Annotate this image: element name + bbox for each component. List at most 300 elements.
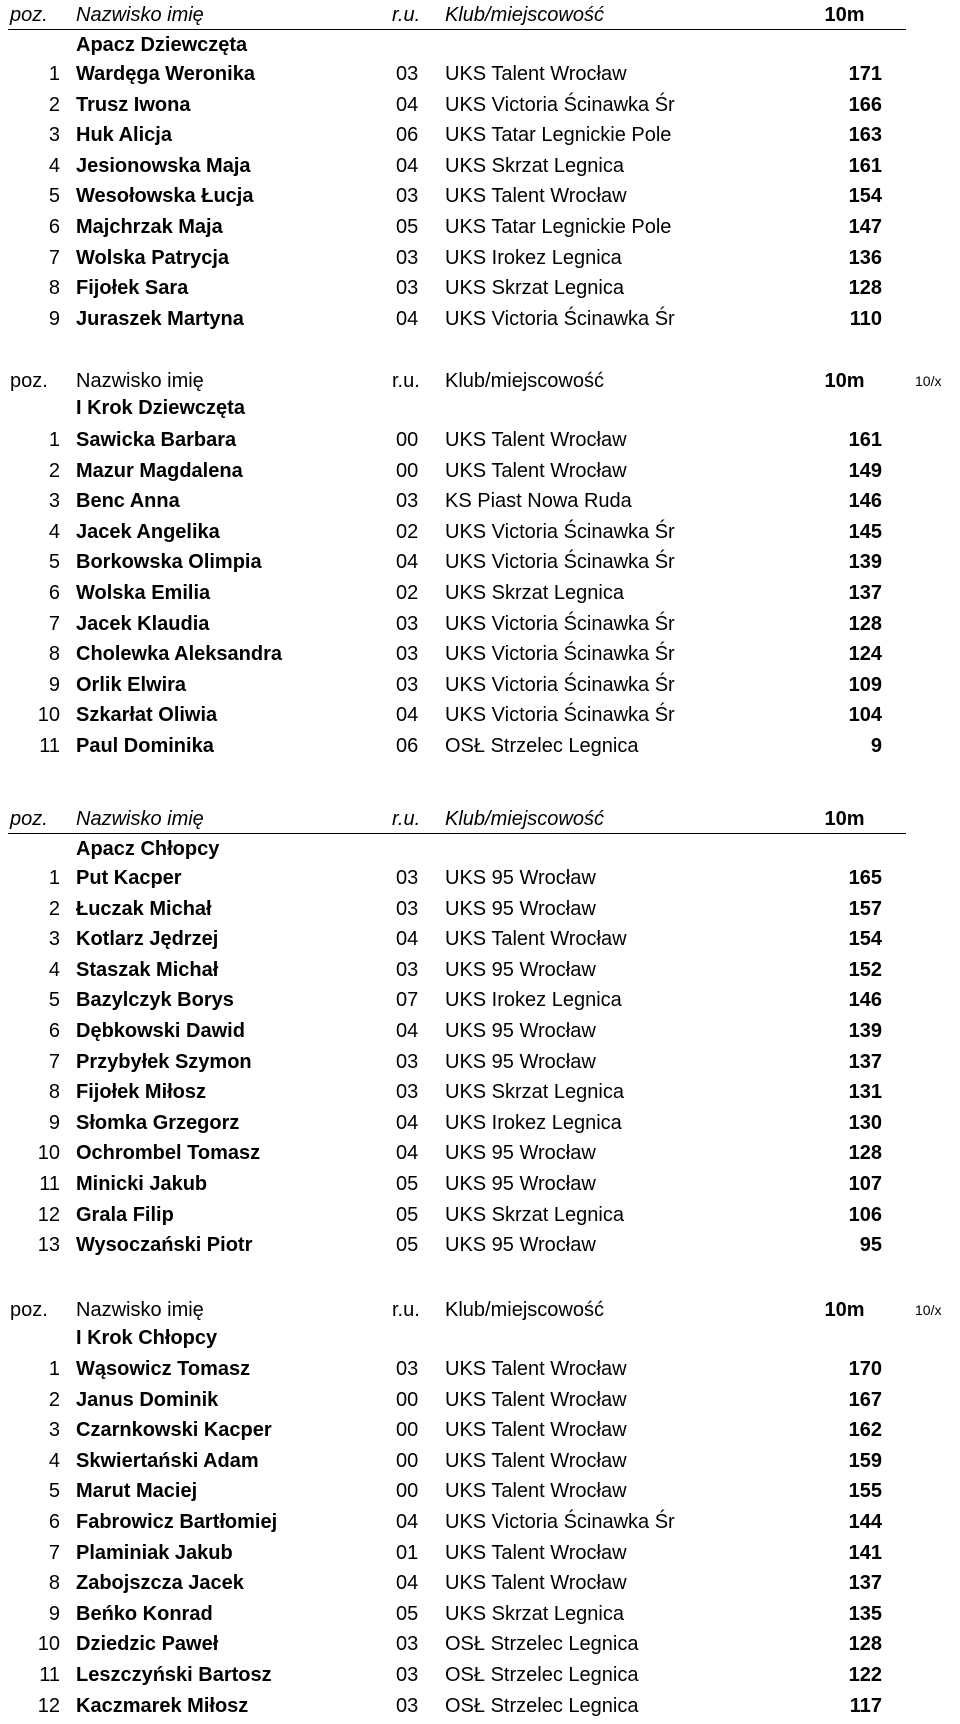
table-row [0,670,960,700]
row-name: Kaczmarek Miłosz [76,1694,249,1717]
header-name: Nazwisko imię [76,4,204,26]
row-club: UKS Skrzat Legnica [445,582,624,604]
row-score: 159 [848,1449,882,1472]
row-club: UKS Irokez Legnica [445,1111,622,1134]
row-score: 124 [848,643,882,666]
row-position: 11 [39,1173,60,1195]
row-score: 162 [848,1419,882,1442]
row-club: UKS Irokez Legnica [445,989,622,1012]
row-club: OSŁ Strzelec Legnica [445,735,639,757]
row-birth-year: 04 [396,1511,419,1533]
table-row [0,894,960,924]
row-name: Wesołowska Łucja [76,185,254,208]
row-name: Benc Anna [76,490,180,513]
table-row [0,1016,960,1046]
row-club: UKS Skrzat Legnica [445,277,624,300]
table-row [0,90,960,120]
row-score: 139 [848,551,882,574]
row-club: UKS 95 Wrocław [445,1142,596,1165]
row-birth-year: 03 [396,958,419,981]
table-row [0,547,960,577]
row-club: UKS Irokez Legnica [445,246,622,269]
row-club: UKS Victoria Ścinawka Śr [445,93,675,116]
row-name: Mazur Magdalena [76,459,243,482]
row-club: OSŁ Strzelec Legnica [445,1633,639,1656]
row-position: 11 [39,1664,60,1686]
row-score: 149 [848,459,882,482]
row-score: 165 [848,867,882,889]
header-birth-year: r.u. [392,4,421,26]
row-name: Dębkowski Dawid [76,1020,245,1042]
row-birth-year: 04 [396,551,419,574]
row-score: 145 [848,520,882,543]
row-score: 128 [848,1633,882,1656]
table-row [0,1568,960,1598]
row-birth-year: 03 [396,1633,419,1656]
row-name: Grala Filip [76,1203,174,1226]
row-score: 146 [848,989,882,1012]
row-position: 5 [48,989,60,1012]
header-tens-count: 10/x [915,373,942,389]
table-row [0,1507,960,1537]
row-position: 3 [48,928,60,951]
row-club: UKS Tatar Legnickie Pole [445,216,672,238]
row-name: Jesionowska Maja [76,154,251,177]
row-score: 154 [848,928,882,951]
table-row [0,59,960,89]
row-score: 157 [848,897,882,920]
row-birth-year: 05 [396,1203,419,1226]
table-row [0,120,960,150]
row-birth-year: 04 [396,1020,419,1042]
category-title: I Krok Chłopcy [76,1327,218,1349]
row-position: 2 [48,1388,60,1411]
row-score: 170 [848,1358,882,1380]
table-row [0,639,960,669]
row-score: 109 [848,673,882,696]
row-club: KS Piast Nowa Ruda [445,490,632,513]
table-row [0,1077,960,1107]
row-birth-year: 03 [396,897,419,920]
row-name: Fabrowicz Bartłomiej [76,1511,278,1533]
table-row [0,1354,960,1384]
row-club: UKS Victoria Ścinawka Śr [445,673,675,696]
row-club: UKS Talent Wrocław [445,1572,627,1595]
row-club: UKS Victoria Ścinawka Śr [445,1511,675,1533]
row-position: 5 [48,185,60,208]
row-position: 9 [48,673,60,696]
table-row [0,924,960,954]
row-score: 163 [848,124,882,147]
row-score: 141 [848,1541,882,1564]
table-row [0,517,960,547]
row-score: 128 [848,1142,882,1165]
table-row [0,181,960,211]
row-birth-year: 04 [396,154,419,177]
row-name: Put Kacper [76,867,182,889]
table-row [0,1108,960,1138]
table-row [0,1476,960,1506]
row-club: UKS Skrzat Legnica [445,154,624,177]
row-score: 161 [848,154,882,177]
table-row [0,985,960,1015]
row-position: 1 [48,63,60,85]
row-birth-year: 03 [396,1664,419,1686]
row-club: OSŁ Strzelec Legnica [445,1694,639,1717]
table-row [0,1446,960,1476]
row-score: 154 [848,185,882,208]
row-name: Jacek Angelika [76,520,220,543]
row-club: UKS 95 Wrocław [445,897,596,920]
row-birth-year: 03 [396,673,419,696]
table-row [0,1691,960,1721]
row-position: 10 [37,704,60,727]
row-name: Staszak Michał [76,958,219,981]
row-name: Trusz Iwona [76,93,191,116]
row-position: 1 [48,867,60,889]
row-position: 7 [48,1541,60,1564]
category-title: Apacz Dziewczęta [76,34,248,56]
table-row [0,1599,960,1629]
row-position: 6 [48,1020,60,1042]
row-birth-year: 00 [396,1388,419,1411]
row-birth-year: 05 [396,1234,419,1257]
table-row [0,700,960,730]
row-position: 7 [48,246,60,269]
row-score: 110 [849,307,882,330]
table-header [0,1295,960,1325]
table-row [0,212,960,242]
row-name: Słomka Grzegorz [76,1111,240,1134]
row-name: Dziedzic Paweł [76,1633,219,1656]
row-name: Zabojszcza Jacek [76,1572,244,1595]
row-name: Wolska Emilia [76,582,211,604]
row-birth-year: 03 [396,643,419,666]
row-club: UKS Victoria Ścinawka Śr [445,643,675,666]
row-birth-year: 06 [396,735,419,757]
table-row [0,1169,960,1199]
row-club: UKS Talent Wrocław [445,1358,627,1380]
row-score: 136 [848,246,882,269]
row-position: 4 [48,958,60,981]
row-score: 171 [848,63,882,85]
row-score: 137 [848,582,882,604]
row-position: 2 [48,897,60,920]
row-position: 9 [48,307,60,330]
row-club: UKS Victoria Ścinawka Śr [445,551,675,574]
row-score: 131 [848,1081,882,1104]
table-row [0,609,960,639]
row-birth-year: 03 [396,1081,419,1104]
header-birth-year: r.u. [392,370,420,392]
row-position: 6 [48,582,60,604]
row-name: Wolska Patrycja [76,246,230,269]
row-name: Orlik Elwira [76,673,187,696]
row-birth-year: 00 [396,1449,419,1472]
table-row [0,456,960,486]
row-position: 9 [48,1111,60,1134]
row-name: Kotlarz Jędrzej [76,928,219,951]
row-score: 137 [848,1572,882,1595]
row-position: 3 [48,490,60,513]
row-name: Juraszek Martyna [76,307,244,330]
row-score: 9 [870,735,882,757]
row-birth-year: 04 [396,704,419,727]
row-score: 147 [848,216,882,238]
header-score: 10m [824,4,865,26]
header-position: poz. [10,808,48,830]
header-position: poz. [10,370,48,392]
row-birth-year: 04 [396,93,419,116]
row-club: UKS Talent Wrocław [445,928,627,951]
row-club: UKS Talent Wrocław [445,1449,627,1472]
row-position: 2 [48,459,60,482]
row-birth-year: 03 [396,1358,419,1380]
row-name: Fijołek Sara [76,277,189,300]
header-name: Nazwisko imię [76,370,204,392]
row-club: UKS 95 Wrocław [445,1234,596,1257]
row-position: 10 [37,1142,60,1165]
row-name: Majchrzak Maja [76,216,223,238]
row-name: Marut Maciej [76,1480,198,1503]
row-birth-year: 03 [396,1050,419,1073]
row-birth-year: 04 [396,1111,419,1134]
row-birth-year: 03 [396,63,419,85]
row-position: 9 [48,1602,60,1625]
table-row [0,243,960,273]
row-birth-year: 05 [396,1602,419,1625]
row-club: UKS Victoria Ścinawka Śr [445,307,675,330]
row-birth-year: 00 [396,1419,419,1442]
row-club: UKS 95 Wrocław [445,867,596,889]
header-name: Nazwisko imię [76,808,204,830]
row-birth-year: 00 [396,429,419,451]
table-row [0,863,960,893]
row-club: UKS Skrzat Legnica [445,1203,624,1226]
row-birth-year: 04 [396,1572,419,1595]
row-score: 107 [848,1173,882,1195]
table-row [0,1660,960,1690]
table-row [0,731,960,761]
category-title: I Krok Dziewczęta [76,397,245,419]
table-row [0,1538,960,1568]
row-score: 152 [848,958,882,981]
row-club: UKS Talent Wrocław [445,185,627,208]
table-row [0,273,960,303]
table-row [0,1230,960,1260]
row-position: 10 [37,1633,60,1656]
row-name: Borkowska Olimpia [76,551,262,574]
row-score: 106 [848,1203,882,1226]
header-score: 10m [824,808,865,830]
row-name: Ochrombel Tomasz [76,1142,261,1165]
row-club: UKS 95 Wrocław [445,1050,596,1073]
row-club: UKS Victoria Ścinawka Śr [445,704,675,727]
table-row [0,1629,960,1659]
row-name: Minicki Jakub [76,1173,208,1195]
row-name: Cholewka Aleksandra [76,643,283,666]
row-position: 6 [48,1511,60,1533]
row-name: Bazylczyk Borys [76,989,234,1012]
row-birth-year: 06 [396,124,419,147]
row-birth-year: 01 [396,1541,419,1564]
row-birth-year: 05 [396,1173,419,1195]
table-row [0,1415,960,1445]
row-score: 144 [848,1511,882,1533]
row-score: 104 [848,704,882,727]
row-club: UKS Talent Wrocław [445,459,627,482]
row-birth-year: 07 [396,989,419,1012]
row-club: UKS Talent Wrocław [445,429,627,451]
row-name: Wysoczański Piotr [76,1234,253,1257]
row-birth-year: 04 [396,307,419,330]
header-club: Klub/miejscowość [445,808,604,830]
row-score: 146 [848,490,882,513]
row-club: UKS Talent Wrocław [445,1419,627,1442]
table-header [0,804,960,834]
row-score: 139 [848,1020,882,1042]
row-name: Jacek Klaudia [76,612,210,635]
row-position: 8 [48,643,60,666]
header-score: 10m [824,370,865,392]
row-position: 8 [48,1572,60,1595]
row-club: UKS Tatar Legnickie Pole [445,124,672,147]
table-row [0,151,960,181]
row-score: 128 [848,612,882,635]
row-name: Wąsowicz Tomasz [76,1358,251,1380]
row-score: 155 [848,1480,882,1503]
row-name: Łuczak Michał [76,897,212,920]
row-name: Huk Alicja [76,124,172,147]
row-birth-year: 00 [396,459,419,482]
row-birth-year: 03 [396,490,419,513]
header-position: poz. [10,4,48,26]
row-position: 8 [48,277,60,300]
row-birth-year: 00 [396,1480,419,1503]
row-score: 117 [849,1694,882,1717]
table-row [0,1200,960,1230]
row-name: Janus Dominik [76,1388,219,1411]
row-position: 7 [48,612,60,635]
table-header [0,366,960,396]
row-score: 137 [848,1050,882,1073]
row-birth-year: 04 [396,928,419,951]
table-row [0,1047,960,1077]
table-row [0,304,960,334]
row-position: 8 [48,1081,60,1104]
row-position: 4 [48,154,60,177]
table-row [0,486,960,516]
row-position: 11 [39,735,60,757]
header-club: Klub/miejscowość [445,1299,604,1321]
row-birth-year: 03 [396,1694,419,1717]
header-club: Klub/miejscowość [445,370,604,392]
row-position: 5 [48,551,60,574]
row-name: Fijołek Miłosz [76,1081,207,1104]
row-birth-year: 05 [396,216,419,238]
row-score: 122 [848,1664,882,1686]
row-name: Wardęga Weronika [76,63,255,85]
row-club: UKS Skrzat Legnica [445,1081,624,1104]
row-club: UKS 95 Wrocław [445,1020,596,1042]
category-title: Apacz Chłopcy [76,838,220,860]
row-score: 130 [848,1111,882,1134]
row-name: Czarnkowski Kacper [76,1419,272,1442]
row-position: 6 [48,216,60,238]
header-birth-year: r.u. [392,808,421,830]
row-score: 128 [848,277,882,300]
row-name: Paul Dominika [76,735,214,757]
row-position: 1 [48,429,60,451]
row-position: 3 [48,1419,60,1442]
row-birth-year: 04 [396,1142,419,1165]
row-position: 7 [48,1050,60,1073]
row-position: 2 [48,93,60,116]
row-club: UKS 95 Wrocław [445,958,596,981]
row-club: UKS Talent Wrocław [445,1388,627,1411]
row-position: 12 [37,1203,60,1226]
row-club: UKS Talent Wrocław [445,63,627,85]
row-score: 167 [848,1388,882,1411]
table-row [0,425,960,455]
row-position: 4 [48,520,60,543]
row-score: 95 [859,1234,882,1257]
table-row [0,1138,960,1168]
header-position: poz. [10,1299,48,1321]
row-position: 3 [48,124,60,147]
row-name: Skwiertański Adam [76,1449,259,1472]
row-club: UKS Victoria Ścinawka Śr [445,612,675,635]
row-name: Przybyłek Szymon [76,1050,252,1073]
row-birth-year: 02 [396,582,419,604]
row-birth-year: 03 [396,185,419,208]
row-position: 13 [37,1234,60,1257]
row-club: UKS 95 Wrocław [445,1173,596,1195]
row-score: 166 [848,93,882,116]
row-club: UKS Talent Wrocław [445,1480,627,1503]
row-name: Plaminiak Jakub [76,1541,233,1564]
row-club: UKS Victoria Ścinawka Śr [445,520,675,543]
row-club: UKS Talent Wrocław [445,1541,627,1564]
row-birth-year: 03 [396,612,419,635]
row-birth-year: 03 [396,246,419,269]
row-name: Beńko Konrad [76,1602,213,1625]
row-birth-year: 03 [396,277,419,300]
row-score: 135 [848,1602,882,1625]
header-score: 10m [824,1299,865,1321]
header-name: Nazwisko imię [76,1299,204,1321]
table-row [0,578,960,608]
row-score: 161 [848,429,882,451]
row-position: 5 [48,1480,60,1503]
table-row [0,955,960,985]
row-name: Leszczyński Bartosz [76,1664,272,1686]
row-position: 1 [48,1358,60,1380]
table-row [0,1385,960,1415]
table-header [0,0,960,30]
header-club: Klub/miejscowość [445,4,604,26]
row-name: Sawicka Barbara [76,429,237,451]
row-birth-year: 02 [396,520,419,543]
row-birth-year: 03 [396,867,419,889]
row-position: 12 [37,1694,60,1717]
row-club: OSŁ Strzelec Legnica [445,1664,639,1686]
header-birth-year: r.u. [392,1299,420,1321]
row-position: 4 [48,1449,60,1472]
row-club: UKS Skrzat Legnica [445,1602,624,1625]
header-tens-count: 10/x [915,1302,942,1318]
row-name: Szkarłat Oliwia [76,704,218,727]
